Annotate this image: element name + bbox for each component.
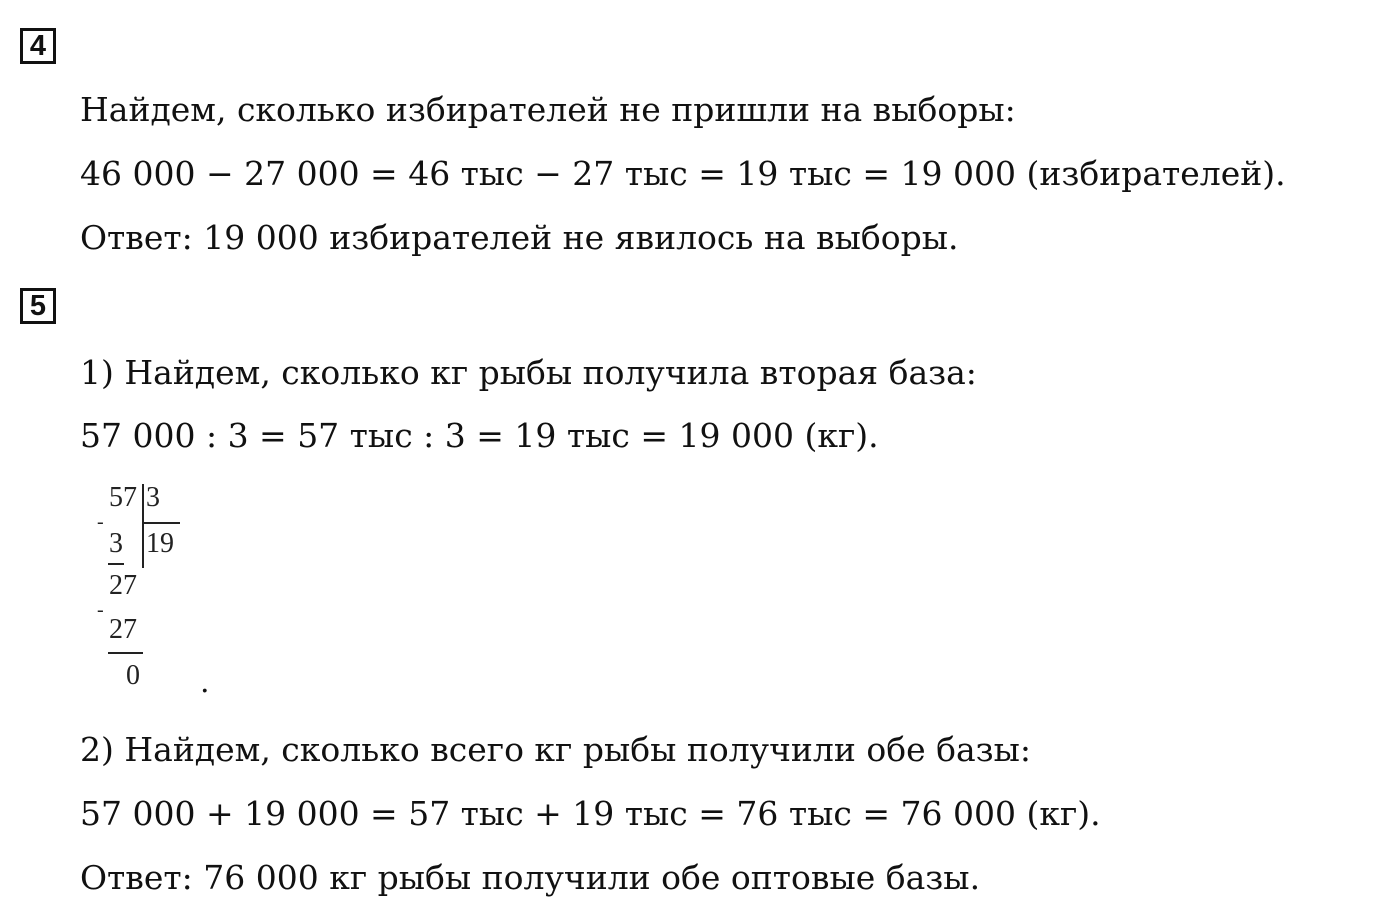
problem-5-step-2: 2) Найдем, сколько всего кг рыбы получили обе базы: (80, 730, 1032, 769)
division-remainder-1: 27 (109, 570, 137, 601)
division-subtrahend-1: 3 (109, 528, 123, 559)
division-quotient-bar (142, 522, 180, 524)
problem-4-calculation: 46 000 − 27 000 = 46 тыс − 27 тыс = 19 тыс = 19 000 (избирателей). (80, 154, 1286, 193)
division-underline-2 (108, 652, 143, 654)
long-division (94, 482, 214, 692)
division-minus-1: - (97, 511, 104, 533)
problem-4-statement: Найдем, сколько избирателей не пришли на выборы: (80, 90, 1016, 129)
division-quotient: 19 (146, 528, 174, 559)
problem-5-number: 5 (20, 288, 56, 324)
trailing-dot: . (200, 665, 210, 700)
problem-5-calculation-2: 57 000 + 19 000 = 57 тыс + 19 тыс = 76 тыс = 76 000 (кг). (80, 794, 1101, 833)
problem-4-answer: Ответ: 19 000 избирателей не явилось на выборы. (80, 218, 959, 257)
division-dividend: 57 (109, 482, 137, 513)
problem-5-calculation-1: 57 000 : 3 = 57 тыс : 3 = 19 тыс = 19 000 (кг). (80, 416, 879, 455)
division-underline-1 (108, 563, 124, 565)
division-final-remainder: 0 (126, 660, 140, 691)
problem-5-step-1: 1) Найдем, сколько кг рыбы получила вторая база: (80, 353, 977, 392)
division-vertical-bar (142, 484, 144, 568)
division-minus-2: - (97, 599, 104, 621)
problem-5-answer: Ответ: 76 000 кг рыбы получили обе оптовые базы. (80, 858, 981, 897)
division-divisor: 3 (146, 482, 160, 513)
problem-4-number: 4 (20, 28, 56, 64)
division-subtrahend-2: 27 (109, 614, 137, 645)
